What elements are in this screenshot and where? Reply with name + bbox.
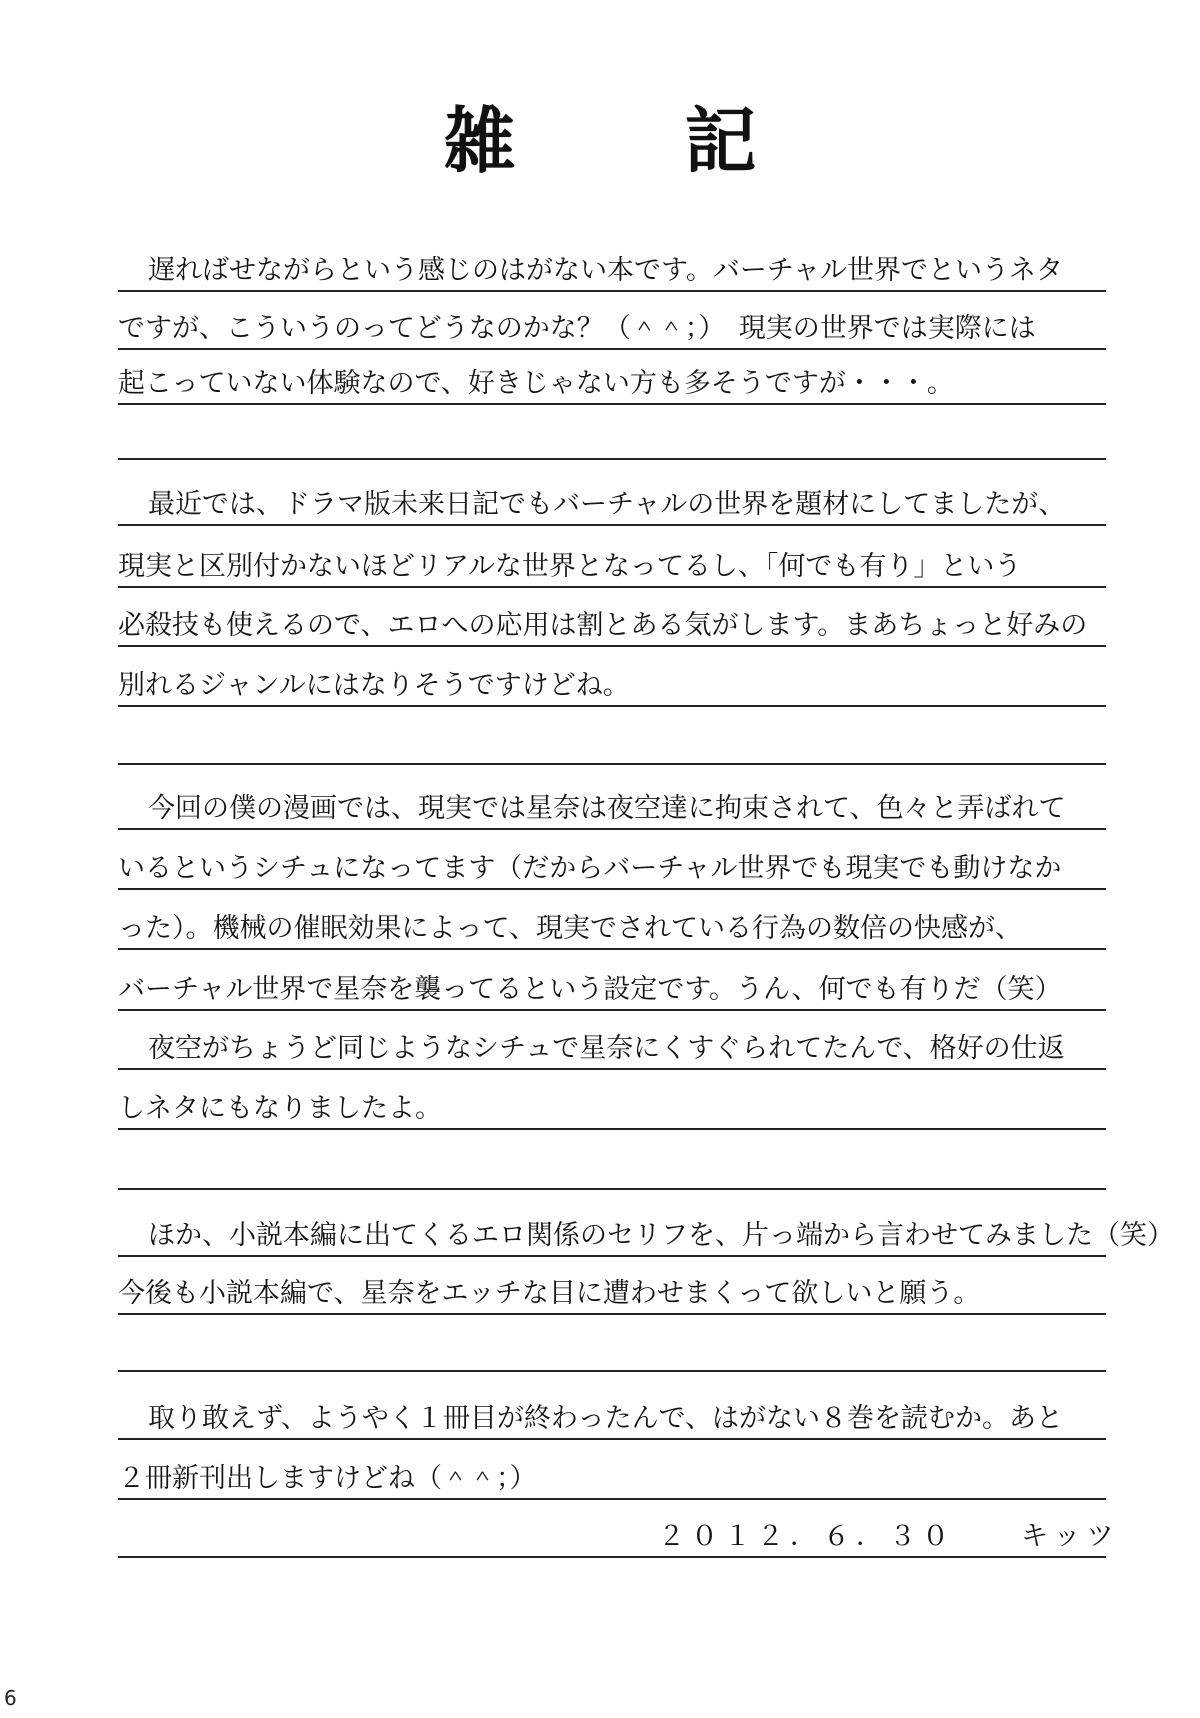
ruled-line (118, 466, 1106, 526)
ruled-line (118, 1255, 1106, 1315)
ruled-line (118, 830, 1106, 890)
page-number: 6 (4, 1686, 17, 1710)
ruled-line (118, 400, 1106, 460)
ruled-line (118, 345, 1106, 405)
ruled-line (118, 1197, 1174, 1257)
text-line: 最近では、ドラマ版未来日記でもバーチャルの世界を題材にしてましたが、 (148, 489, 1066, 521)
text-line: 必殺技も使えるので、エロへの応用は割とある気がします。まあちょっと好みの (118, 610, 1088, 642)
ruled-line (118, 705, 1106, 765)
date-signature: ２０１２．６．３０ キッツ (658, 1521, 1120, 1553)
ruled-line (118, 1498, 1120, 1558)
text-line: 夜空がちょうど同じようなシチュで星奈にくすぐられてたんで、格好の仕返 (148, 1033, 1065, 1065)
text-line: しネタにもなりましたよ。 (118, 1093, 442, 1125)
text-line: 遅ればせながらという感じのはがない本です。バーチャル世界でというネタ (148, 255, 1064, 287)
ruled-line (118, 890, 1106, 950)
ruled-line (118, 951, 1106, 1011)
text-line: 現実と区別付かないほどリアルな世界となってるし、「何でも有り」という (118, 551, 1022, 583)
text-line: 別れるジャンルにはなりそうですけどね。 (118, 670, 630, 702)
ruled-line (118, 1440, 1106, 1500)
ruled-line (118, 770, 1106, 830)
ruled-line (118, 528, 1106, 588)
text-line: った）。機械の催眠効果によって、現実でされている行為の数倍の快感が、 (118, 913, 1022, 945)
ruled-line (118, 1130, 1106, 1190)
ruled-line (118, 1070, 1106, 1130)
page-title: 雑 記 (443, 98, 829, 183)
ruled-line (118, 232, 1106, 292)
ruled-line (118, 647, 1106, 707)
ruled-line (118, 587, 1106, 647)
text-line: 取り敢えず、ようやく１冊目が終わったんで、はがない８巻を読むか。あと (148, 1403, 1064, 1435)
text-line: ほか、小説本編に出てくるエロ関係のセリフを、片っ端から言わせてみました（笑） (148, 1220, 1174, 1252)
ruled-line (118, 1010, 1106, 1070)
text-line: バーチャル世界で星奈を襲ってるという設定です。うん、何でも有りだ（笑） (118, 974, 1062, 1006)
text-line: 起こっていない体験なので、好きじゃない方も多そうですが・・・。 (118, 368, 954, 400)
text-line: 今後も小説本編で、星奈をエッチな目に遭わせまくって欲しいと願う。 (118, 1278, 981, 1310)
text-line: いるというシチュになってます（だからバーチャル世界でも現実でも動けなか (118, 853, 1062, 885)
text-line: 今回の僕の漫画では、現実では星奈は夜空達に拘束されて、色々と弄ばれて (148, 793, 1066, 825)
text-line: ですが、こういうのってどうなのかな？（＾＾；） 現実の世界では実際には (118, 313, 1036, 345)
ruled-line (118, 290, 1106, 350)
text-line: ２冊新刊出しますけどね（＾＾；） (118, 1463, 537, 1495)
ruled-line (118, 1312, 1106, 1372)
ruled-line (118, 1380, 1106, 1440)
